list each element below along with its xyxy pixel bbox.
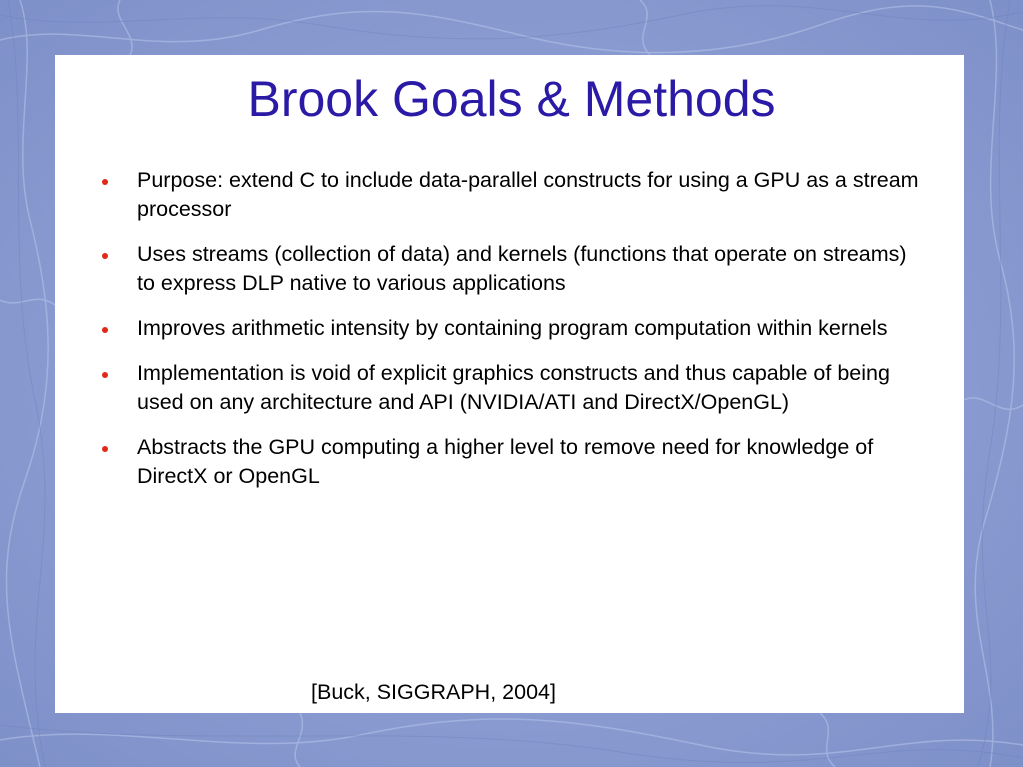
bullet-item [100,240,930,298]
bullet-text: Abstracts the GPU computing a higher level to remove need for knowledge of DirectX or OpenGL [137,435,874,488]
bullet-text: Purpose: extend C to include data-parallel constructs for using a GPU as a stream processor [137,168,919,221]
bullet-item [100,314,930,343]
bullet-dot-icon [102,372,108,378]
bullet-dot-icon [102,179,108,185]
bullet-text: Improves arithmetic intensity by containing program computation within kernels [137,316,888,340]
bullet-dot-icon [102,253,108,259]
bullet-dot-icon [102,446,108,452]
slide-title: Brook Goals & Methods [247,71,776,127]
bullet-item [100,359,930,417]
bullet-dot-icon [102,327,108,333]
bullet-item [100,166,930,224]
bullet-item [100,433,930,491]
bullet-text: Implementation is void of explicit graphics constructs and thus capable of being used on any architecture and API (NVIDIA/ATI and DirectX/OpenGL) [137,361,890,414]
bullet-list [100,166,930,507]
citation: [Buck, SIGGRAPH, 2004] [311,680,556,704]
bullet-text: Uses streams (collection of data) and kernels (functions that operate on streams) to express DLP native to various applications [137,242,907,295]
